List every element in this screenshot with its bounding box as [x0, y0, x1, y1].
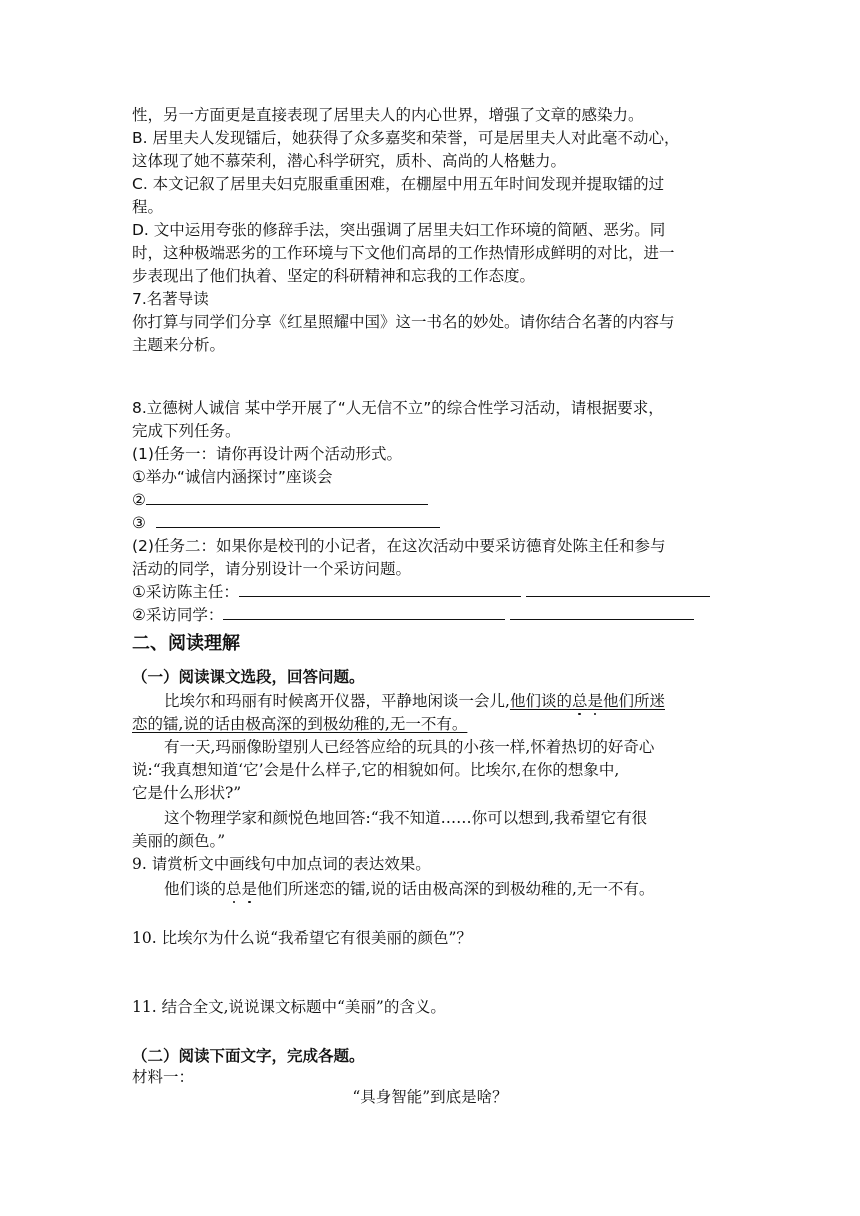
passage-text: 他们所迷: [602, 692, 665, 710]
option-b: B. 居里夫人发现镭后，她获得了众多嘉奖和荣誉，可是居里夫人对此毫不动心，: [132, 129, 680, 147]
item-number: ③: [132, 514, 146, 532]
answer-blank[interactable]: [223, 605, 505, 620]
material-title: “具身智能”到底是啥？: [352, 1088, 508, 1106]
passage-text: 比埃尔和玛丽有时候离开仪器，平静地闲谈一会儿,: [164, 692, 510, 710]
dotted-word: 是: [587, 692, 603, 710]
answer-blank[interactable]: [239, 582, 521, 597]
interview-label: ②采访同学：: [132, 606, 224, 624]
option-d: D. 文中运用夸张的修辞手法，突出强调了居里夫妇工作环境的简陋、恶劣。同: [132, 221, 666, 239]
answer-blank[interactable]: [510, 605, 694, 620]
dotted-word: 总: [571, 692, 588, 710]
question-9-sentence: [164, 879, 654, 899]
dotted-word: 是: [241, 880, 258, 898]
interview-director: [132, 582, 710, 602]
answer-blank[interactable]: [156, 513, 440, 528]
subsection-heading: （二）阅读下面文字，完成各题。: [132, 1047, 365, 1065]
question-10: 10. 比埃尔为什么说“我希望它有很美丽的颜色”？: [132, 929, 472, 947]
sentence-text: 他们所迷恋的镭,说的话由极高深的到极幼稚的,无一不有。: [257, 880, 655, 898]
text-line: 这体现了她不慕荣利，潜心科学研究，质朴、高尚的人格魅力。: [132, 152, 567, 170]
passage-line: [132, 714, 467, 734]
text-line: 你打算与同学们分享《红星照耀中国》这一书名的妙处。请你结合名著的内容与: [132, 313, 675, 331]
passage-line: [164, 691, 665, 711]
passage-line: 美丽的颜色。”: [132, 832, 226, 850]
section-heading: 二、阅读理解: [132, 633, 240, 654]
question-9: 9. 请赏析文中画线句中加点词的表达效果。: [132, 855, 431, 873]
sentence-text: 他们谈的: [164, 880, 227, 898]
answer-blank[interactable]: [146, 490, 428, 505]
answer-blank[interactable]: [526, 582, 710, 597]
item-number: ②: [132, 491, 146, 509]
question-11: 11. 结合全文,说说课文标题中“美丽”的含义。: [132, 998, 446, 1016]
task-1-item-1: ①举办“诚信内涵探讨”座谈会: [132, 468, 333, 486]
question-8-title: 8.立德树人诚信 某中学开展了“人无信不立”的综合性学习活动，请根据要求，: [132, 399, 664, 417]
text-line: 性，另一方面更是直接表现了居里夫人的内心世界，增强了文章的感染力。: [132, 106, 644, 124]
interview-student: [132, 605, 694, 625]
option-c: C. 本文记叙了居里夫妇克服重重困难，在棚屋中用五年时间发现并提取镭的过: [132, 175, 665, 193]
passage-text: 他们谈的: [509, 692, 572, 710]
underlined-sentence: [510, 692, 665, 710]
text-line: 步表现出了他们执着、坚定的科研精神和忘我的工作态度。: [132, 267, 536, 285]
underlined-sentence: 恋的镭,说的话由极高深的到极幼稚的,无一不有。: [132, 715, 468, 733]
text-line: 主题来分析。: [132, 336, 226, 354]
material-label: 材料一：: [132, 1068, 195, 1086]
question-7-title: 7.名著导读: [132, 290, 209, 308]
task-1: (1)任务一：请你再设计两个活动形式。: [132, 445, 402, 463]
text-line: 完成下列任务。: [132, 422, 241, 440]
dotted-word: 总: [226, 880, 242, 898]
passage-line: 它是什么形状?”: [132, 784, 242, 802]
task-1-item-3: [132, 513, 440, 533]
task-2: (2)任务二：如果你是校刊的小记者，在这次活动中要采访德育处陈主任和参与: [132, 537, 666, 555]
task-1-item-2: [132, 490, 428, 510]
text-line: 活动的同学，请分别设计一个采访问题。: [132, 560, 412, 578]
passage-line: 这个物理学家和颜悦色地回答:“我不知道……你可以想到,我希望它有很: [164, 809, 648, 827]
subsection-heading: （一）阅读课文选段，回答问题。: [132, 668, 365, 686]
interview-label: ①采访陈主任：: [132, 583, 239, 601]
passage-line: 说:“我真想知道‘它’会是什么样子,它的相貌如何。比埃尔,在你的想象中,: [132, 761, 620, 779]
text-line: 时，这种极端恶劣的工作环境与下文他们高昂的工作热情形成鲜明的对比，进一: [132, 244, 675, 262]
passage-line: 有一天,玛丽像盼望别人已经答应给的玩具的小孩一样,怀着热切的好奇心: [164, 738, 655, 756]
text-line: 程。: [132, 198, 164, 216]
